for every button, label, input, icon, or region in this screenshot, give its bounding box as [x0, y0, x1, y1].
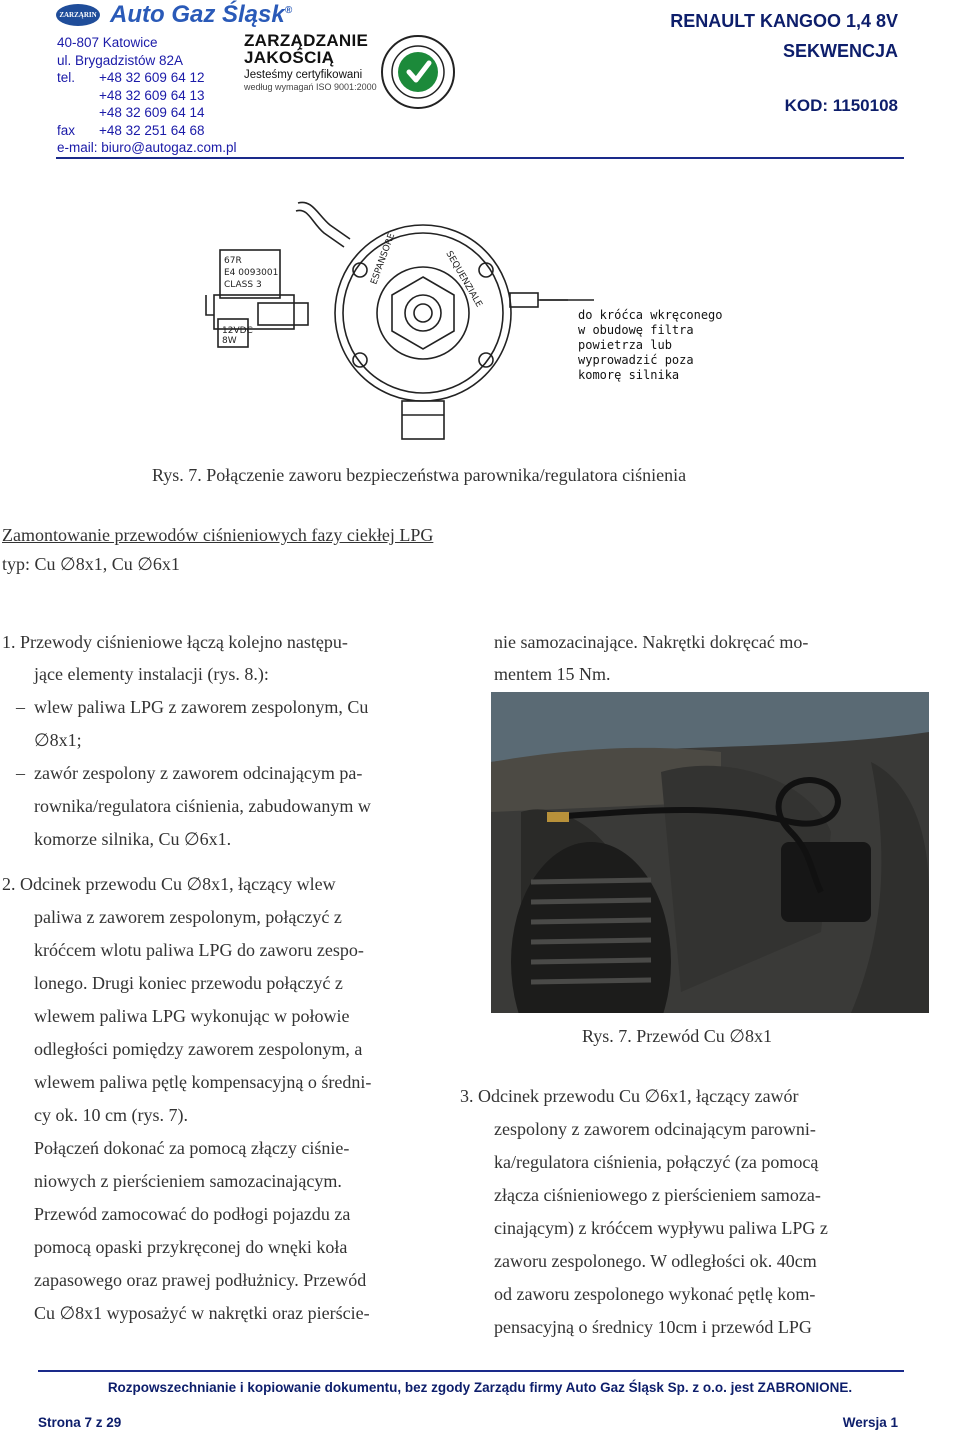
document-version: Wersja 1: [842, 1415, 898, 1430]
bullet-dash: –: [16, 763, 25, 783]
phone-number: +48 32 609 64 13: [99, 87, 205, 103]
paragraph-line: wlewem paliwa LPG wykonując w połowie: [34, 1006, 350, 1026]
fax-label: fax: [57, 122, 76, 138]
figure-caption: Rys. 7. Przewód Cu ∅8x1: [582, 1026, 772, 1046]
paragraph-line: pomocą opaski przykręconej do wnęki koła: [34, 1237, 348, 1257]
drawing-note: wyprowadzić poza: [578, 353, 694, 367]
regulator-drawing: [200, 195, 760, 445]
paragraph-line: nie samozacinające. Nakrętki dokręcać mo-: [494, 632, 809, 652]
paragraph-line: od zaworu zespolonego wykonać pętlę kom-: [494, 1284, 816, 1304]
paragraph-line: 2. Odcinek przewodu Cu ∅8x1, łączący wlew: [2, 874, 336, 894]
paragraph-line: niowych z pierścieniem samozacinającym.: [34, 1171, 342, 1191]
drawing-note: powietrza lub: [578, 338, 672, 352]
paragraph-line: paliwa z zaworem zespolonym, połączyć z: [34, 907, 342, 927]
drawing-note: w obudowę filtra: [578, 323, 694, 337]
document-code: KOD: 1150108: [784, 96, 898, 115]
paragraph-line: Przewód zamocować do podłogi pojazdu za: [34, 1204, 351, 1224]
cert-title: ZARZĄDZANIE: [244, 31, 369, 50]
drawing-note: komorę silnika: [578, 368, 680, 382]
system-type: SEKWENCJA: [782, 41, 898, 61]
paragraph-line: cinającym) z króćcem wypływu paliwa LPG z: [494, 1218, 828, 1238]
drawing-note: do króćca wkręconego: [578, 308, 723, 322]
document-header: [670, 10, 898, 116]
phone-number: +48 32 609 64 12: [99, 70, 205, 85]
section-type: typ: Cu ∅8x1, Cu ∅6x1: [2, 554, 180, 574]
paragraph-line: wlewem paliwa pętlę kompensacyjną o średni-: [34, 1072, 372, 1092]
drawing-label: SEQUENZIALE: [443, 249, 484, 310]
paragraph-line: zaworu zespolonego. W odległości ok. 40cm: [494, 1251, 817, 1271]
paragraph-line: lonego. Drugi koniec przewodu połączyć z: [34, 973, 343, 993]
logo-emblem: ZARZĄRIN: [56, 4, 100, 26]
paragraph-line: ka/regulatora ciśnienia, połączyć (za pomocą: [494, 1152, 819, 1172]
footer-divider: [38, 1370, 904, 1372]
paragraph-line: mentem 15 Nm.: [494, 664, 611, 684]
hose-photo: [491, 692, 929, 1013]
list-item-text: rownika/regulatora ciśnienia, zabudowanym w: [34, 796, 371, 816]
cert-title: JAKOŚCIĄ: [244, 48, 335, 67]
address-line: ul. Brygadzistów 82A: [57, 52, 184, 68]
list-item-text: ∅8x1;: [34, 730, 82, 750]
contact-block: [57, 34, 237, 157]
phone-number: +48 32 609 64 14: [99, 105, 205, 120]
figure-caption: Rys. 7. Połączenie zaworu bezpieczeństwa parownika/regulatora ciśnienia: [152, 465, 687, 485]
address-line: 40-807 Katowice: [57, 35, 158, 50]
header-divider: [56, 157, 904, 159]
drawing-label: ESPANSORE: [369, 231, 398, 287]
section-title: Zamontowanie przewodów ciśnieniowych fazy ciekłej LPG: [2, 525, 434, 545]
paragraph-line: odległości pomiędzy zaworem zespolonym, a: [34, 1039, 363, 1059]
list-item-text: komorze silnika, Cu ∅6x1.: [34, 829, 232, 849]
paragraph-line: złącza ciśnieniowego z pierścieniem samoza-: [494, 1185, 821, 1205]
list-item-text: zawór zespolony z zaworem odcinającym pa-: [34, 763, 363, 783]
drawing-label: E4 0093001: [224, 268, 279, 278]
drawing-label: 67R: [224, 256, 242, 266]
email-address: e-mail: biuro@autogaz.com.pl: [57, 140, 237, 155]
bullet-dash: –: [16, 697, 25, 717]
tel-label: tel.: [57, 70, 76, 85]
fax-number: +48 32 251 64 68: [99, 122, 205, 138]
drawing-label: CLASS 3: [224, 280, 262, 290]
list-item-text: 1. Przewody ciśnieniowe łączą kolejno następu-: [2, 632, 348, 652]
copyright-notice: Rozpowszechnianie i kopiowanie dokumentu, bez zgody Zarządu firmy Auto Gaz Śląsk Sp. z o.o. jest ZABRONIONE.: [107, 1380, 853, 1395]
paragraph-line: zespolony z zaworem odcinającym parowni-: [494, 1119, 816, 1139]
list-item-text: jące elementy instalacji (rys. 8.):: [34, 664, 269, 684]
logo-text: Auto Gaz Śląsk®: [110, 1, 293, 28]
paragraph-line: zapasowego oraz prawej podłużnicy. Przewód: [34, 1270, 367, 1290]
list-item-text: wlew paliwa LPG z zaworem zespolonym, Cu: [34, 697, 369, 717]
vehicle-model: RENAULT KANGOO 1,4 8V: [670, 11, 898, 31]
iso-seal-icon: [380, 34, 456, 110]
paragraph-line: Połączeń dokonać za pomocą złączy ciśnie-: [34, 1138, 350, 1158]
page-number: Strona 7 z 29: [38, 1415, 122, 1430]
paragraph-line: cy ok. 10 cm (rys. 7).: [34, 1105, 188, 1125]
drawing-label: 8W: [222, 336, 237, 346]
cert-subtitle: Jesteśmy certyfikowani: [244, 69, 363, 81]
paragraph-line: pensacyjną o średnicy 10cm i przewód LPG: [494, 1317, 812, 1337]
quality-certificate: [244, 31, 377, 92]
paragraph-line: 3. Odcinek przewodu Cu ∅6x1, łączący zawór: [460, 1086, 799, 1106]
cert-standard: według wymagań ISO 9001:2000: [244, 82, 377, 92]
paragraph-line: Cu ∅8x1 wyposażyć w nakrętki oraz pierście-: [34, 1303, 370, 1323]
company-logo: [56, 2, 326, 30]
paragraph-line: króćcem wlotu paliwa LPG do zaworu zespo-: [34, 940, 364, 960]
drawing-label: 12VDC: [222, 326, 253, 336]
